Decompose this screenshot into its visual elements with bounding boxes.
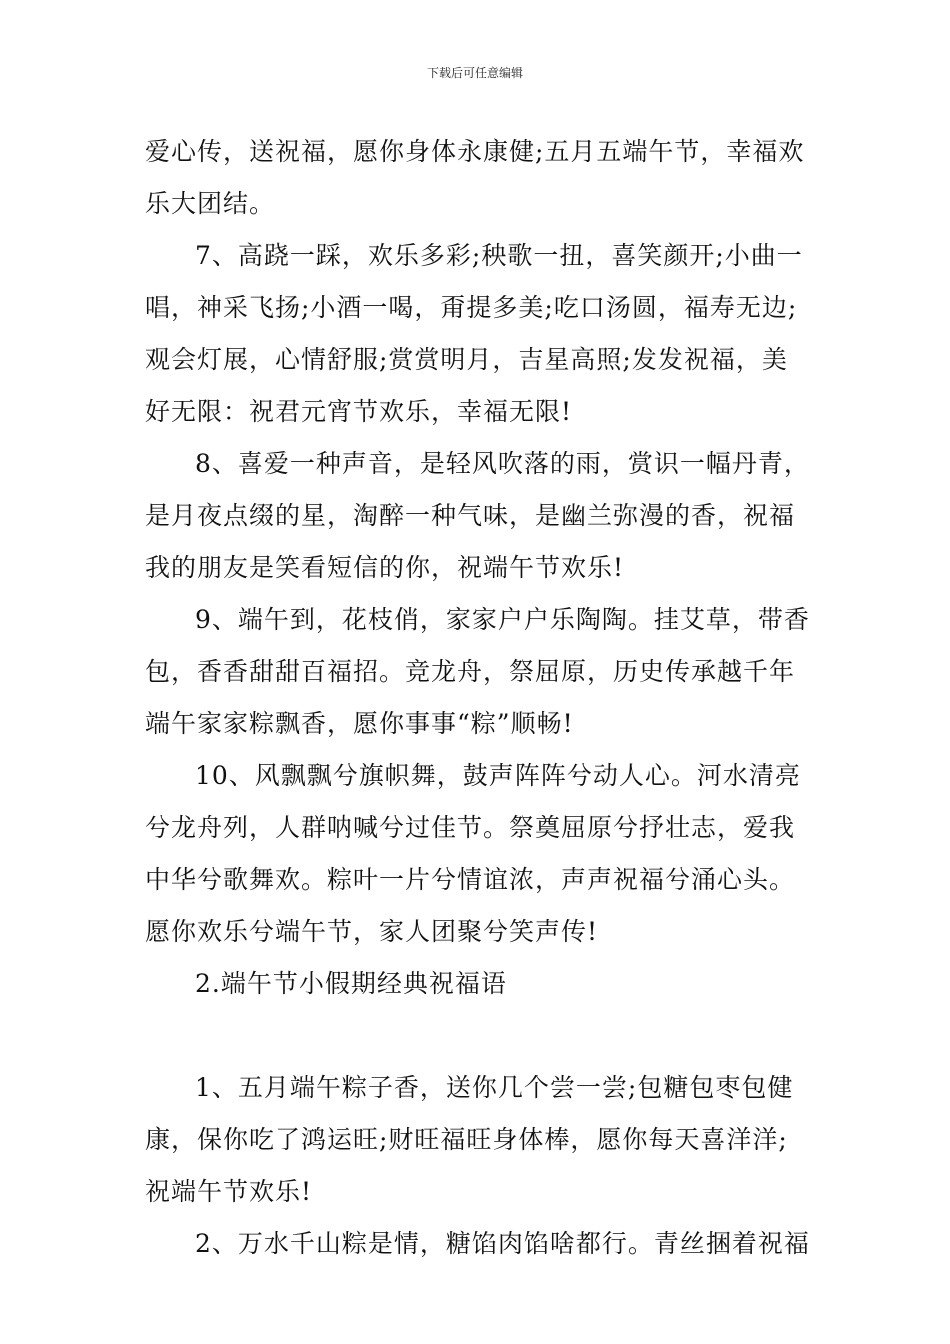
text-line: 观会灯展，心情舒服;赏赏明月，吉星高照;发发祝福，美 <box>145 345 788 374</box>
text-line: 愿你欢乐兮端午节，家人团聚兮笑声传! <box>145 917 599 946</box>
text-line: 唱，神采飞扬;小酒一喝，甭提多美;吃口汤圆，福寿无边; <box>145 293 798 322</box>
paragraph-10-start: 10、风飘飘兮旗帜舞，鼓声阵阵兮动人心。河水清亮 <box>195 761 801 790</box>
paragraph-9-start: 9、端午到，花枝俏，家家户户乐陶陶。挂艾草，带香 <box>195 605 810 634</box>
text-line: 我的朋友是笑看短信的你，祝端午节欢乐! <box>145 553 625 582</box>
text-line: 乐大团结。 <box>145 189 276 218</box>
section-heading: 2.端午节小假期经典祝福语 <box>195 969 507 998</box>
text-line: 兮龙舟列，人群呐喊兮过佳节。祭奠屈原兮抒壮志，爱我 <box>145 813 796 842</box>
text-line: 好无限：祝君元宵节欢乐，幸福无限! <box>145 397 573 426</box>
document-body <box>145 126 810 1270</box>
text-line: 端午家家粽飘香，愿你事事“粽”顺畅! <box>145 709 574 738</box>
text-line: 中华兮歌舞欢。粽叶一片兮情谊浓，声声祝福兮涌心头。 <box>145 865 796 894</box>
paragraph-7-start: 7、高跷一踩，欢乐多彩;秧歌一扭，喜笑颜开;小曲一 <box>195 241 803 270</box>
paragraph-1-start: 1、五月端午粽子香，送你几个尝一尝;包糖包枣包健 <box>195 1073 794 1102</box>
text-line: 祝端午节欢乐! <box>145 1177 313 1206</box>
text-line: 爱心传，送祝福，愿你身体永康健;五月五端午节，幸福欢 <box>145 137 805 166</box>
page-header: 下载后可任意编辑 <box>426 66 523 80</box>
paragraph-8-start: 8、喜爱一种声音，是轻风吹落的雨，赏识一幅丹青， <box>195 449 810 478</box>
text-line: 康，保你吃了鸿运旺;财旺福旺身体棒，愿你每天喜洋洋; <box>145 1125 788 1154</box>
paragraph-2-start: 2、万水千山粽是情，糖馅肉馅啥都行。青丝捆着祝福 <box>195 1229 810 1258</box>
text-line: 是月夜点缀的星，淘醉一种气味，是幽兰弥漫的香，祝福 <box>145 501 796 530</box>
text-line: 包，香香甜甜百福招。竞龙舟，祭屈原，历史传承越千年 <box>145 657 796 686</box>
blank-spacer <box>145 1010 807 1062</box>
